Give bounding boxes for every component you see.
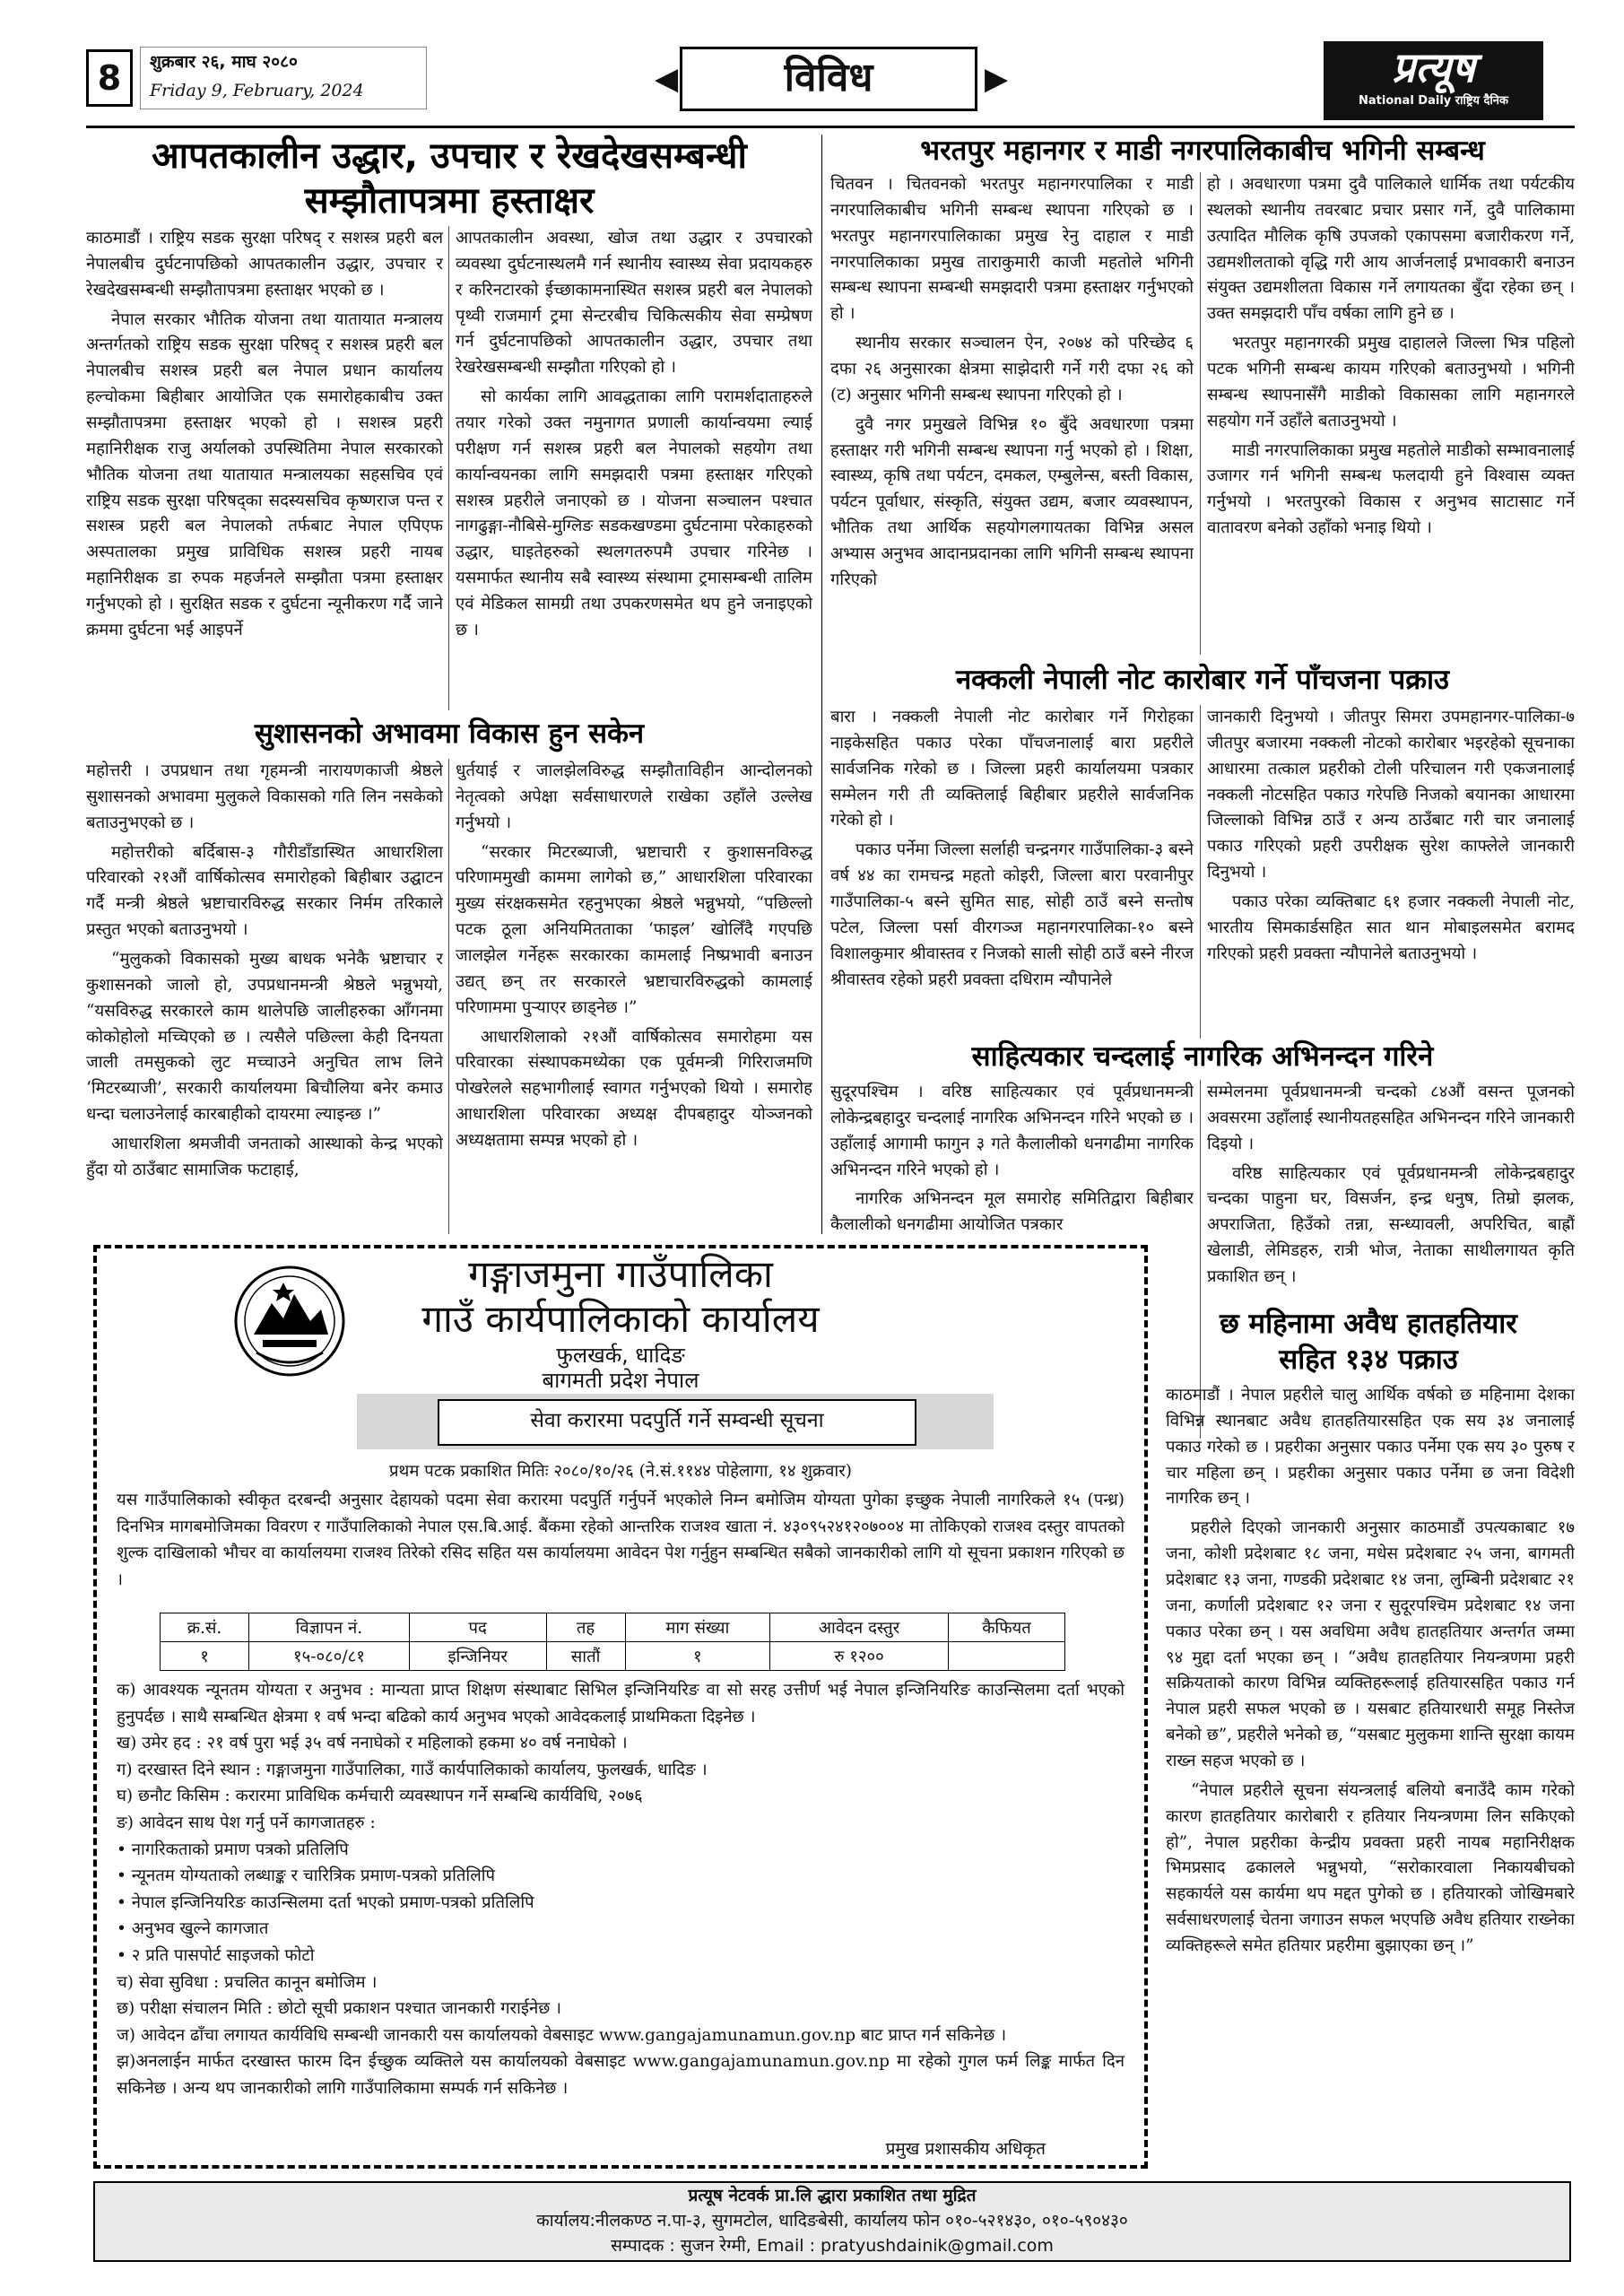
table-cell: १ — [161, 1642, 249, 1671]
paragraph: महोत्तरीको बर्दिबास-३ गौरीडाँडास्थित आधारशिला परिवारको २१औं वार्षिकोत्सव समारोहको बिहीबार उद्घाटन गर्दै मन्त्री श्रेष्ठले भ्रष्टाचारविरुद्ध सरकार निर्मम तरिकाले प्रस्तुत भएको बताउनुभयो । — [86, 842, 443, 940]
right-arrow-icon: ▶ — [985, 61, 1009, 97]
story1-column-1 — [86, 226, 443, 710]
table-cell: रु १२०० — [770, 1642, 949, 1671]
table-cell: सातौं — [546, 1642, 625, 1671]
story3-headline: भरतपुर महानगर र माडी नगरपालिकाबीच भगिनी सम्बन्ध — [920, 135, 1485, 167]
condition-item: झ)अनलाईन मार्फत दरखास्त फारम दिन ईच्छुक व्यक्तिले यस कार्यालयको वेबसाइट www.gangajamunamun.gov.np मा रहेको गुगल फर्म लिङ्क मार्फत दिन सकिनेछ । अन्य थप जानकारीको लागि गाउँपालिकामा सम्पर्क गर्न सकिनेछ । — [117, 2052, 1125, 2098]
document-item: • न्यूनतम योग्यताको लब्धाङ्क र चारित्रिक प्रमाण-पत्रको प्रतिलिपि — [117, 1866, 496, 1886]
condition-item: च) सेवा सुविधा : प्रचलित कानून बमोजिम । — [117, 1972, 378, 1992]
logo-text: प्रत्यूष — [1392, 43, 1475, 91]
notice-title: सेवा करारमा पदपुर्ति गर्ने सम्वन्धी सूचना — [438, 1399, 916, 1446]
paragraph: आपतकालीन अवस्था, खोज तथा उद्धार र उपचारको व्यवस्था दुर्घटनास्थलमै गर्न स्थानीय स्वास्थ्य सेवा प्रदायकहरु र करिनटारको ईच्छाकामनास्थित सशस्त्र प्रहरी बल नेपालको पृथ्वी राजमार्ग ट्रमा सेन्टरबीच चिकित्सकीय सेवा सम्प्रेषण गर्न दुर्घटनापछिको आपतकालीन उद्धार, उपचार तथा रेखरेखसम्बन्धी सम्झौता गरिएको हो । — [456, 229, 812, 378]
date-nepali: शुक्रबार २६, माघ २०८० — [150, 52, 298, 72]
paragraph: “सरकार मिटरब्याजी, भ्रष्टाचारी र कुशासनविरुद्ध परिणाममुखी काममा लागेको छ,” आधारशिला परिवारका मुख्य संरक्षकसमेत रहनुभएका श्रेष्ठले भन्नुभयो, “पछिल्लो पटक ठूला अनियमितताका ‘फाइल’ खोलिँदै गएपछि जालझेल गर्नेहरू सरकारका कामलाई निष्प्रभावी बनाउन उद्यत् छन् तर सरकारले भ्रष्टाचारविरुद्धको कामलाई परिणाममा पुऱ्याएर छाड्नेछ ।” — [456, 842, 812, 1017]
paragraph: सुदूरपश्चिम । वरिष्ठ साहित्यकार एवं पूर्वप्रधानमन्त्री लोकेन्द्रबहादुर चन्दलाई नागरिक अभिनन्दन गरिने भएको छ । उहाँलाई आगामी फागुन ३ गते कैलालीको धनगढीमा नागरिक अभिनन्दन गरिने भएको हो । — [830, 1083, 1194, 1179]
table-row — [161, 1642, 1065, 1671]
masthead-rule — [86, 126, 1575, 128]
signature-line: प्रमुख प्रशासकीय अधिकृत — [885, 2139, 1046, 2159]
condition-item: घ) छनौट किसिम : करारमा प्राविधिक कर्मचारी व्यवस्थापन गर्ने सम्बन्धि कार्यविधि, २०७६ — [117, 1787, 643, 1806]
vacancy-table — [160, 1613, 1065, 1671]
story2-column-1 — [86, 759, 443, 1234]
footer-publisher: प्रत्यूष नेटवर्क प्रा.लि द्धारा प्रकाशित तथा मुद्रित — [688, 2186, 977, 2205]
table-header: आवेदन दस्तुर — [770, 1613, 949, 1642]
ad-address-line2: बागमती प्रदेश नेपाल — [542, 1368, 699, 1393]
table-cell: १५-०८०/८१ — [249, 1642, 410, 1671]
column-divider — [448, 759, 449, 1234]
page-divider — [821, 135, 822, 1234]
paragraph: पकाउ पर्नेमा जिल्ला सर्लाही चन्द्रनगर गाउँपालिका-३ बस्ने वर्ष ४४ का रामचन्द्र महतो कोइरी, जिल्ला बारा परवानीपुर गाउँपालिका-५ बस्ने सुमित साह, सोही ठाउँ बस्ने सन्तोष पटेल, जिल्ला पर्सा वीरगञ्ज महानगरपालिका-१० बस्ने विशालकुमार श्रीवास्तव र निजको साली सोही ठाउँ बस्ने नीरज श्रीवास्तव रहेको प्रहरी प्रवक्ता दधिराम न्यौपानेले — [830, 840, 1194, 989]
table-cell: १ — [625, 1642, 770, 1671]
table-header-row — [161, 1613, 1065, 1642]
table-cell — [948, 1642, 1064, 1671]
footer-editor: सम्पादक : सुजन रेग्मी, Email : pratyushdainik@gmail.com — [611, 2236, 1054, 2256]
column-divider — [1200, 705, 1201, 1039]
condition-item: क) आवश्यक न्यूनतम योग्यता र अनुभव : मान्यता प्राप्त शिक्षण संस्थाबाट सिभिल इन्जिनियरिङ वा सो सरह उत्तीर्ण भई नेपाल इन्जिनियरिङ काउन्सिलमा दर्ता भएको हुनुपर्दछ । साथै सम्बन्धित क्षेत्रमा १ वर्ष भन्दा बढिको कार्य अनुभव भएको आवेदकलाई प्राथमिकता दिइनेछ । — [117, 1681, 1125, 1726]
story4-headline: नक्कली नेपाली नोट कारोबार गर्ने पाँचजना पक्राउ — [955, 664, 1450, 696]
paragraph: आधारशिलाको २१औं वार्षिकोत्सव समारोहमा यस परिवारका संस्थापकमध्येका एक पूर्वमन्त्री गिरिराजमणि पोखरेलले सहभागीलाई स्वागत गर्नुभएको थियो । समारोह आधारशिला परिवारका अध्यक्ष दीपबहादुर योञ्जनको अध्यक्षतामा सम्पन्न भएको हो । — [456, 1027, 812, 1151]
paragraph: महोत्तरी । उपप्रधान तथा गृहमन्त्री नारायणकाजी श्रेष्ठले सुशासनको अभावमा मुलुकले विकासको गति लिन नसकेको बताउनुभएको छ । — [86, 761, 443, 832]
condition-item: ग) दरखास्त दिने स्थान : गङ्गाजमुना गाउँपालिका, गाउँ कार्यपालिकाको कार्यालय, फुलखर्क, धादिङ । — [117, 1760, 708, 1779]
paragraph: काठमाडौं । नेपाल प्रहरीले चालु आर्थिक वर्षको छ महिनामा देशका विभिन्न स्थानबाट अवैध हातहतियारसहित एक सय ३४ जनालाई पकाउ गरेको छ । प्रहरीका अनुसार पकाउ पर्नेमा एक सय ३० पुरुष र चार महिला छन् । प्रहरीका अनुसार पकाउ पर्नेमा छ जना विदेशी नागरिक छन् । — [1166, 1386, 1575, 1509]
paragraph: काठमाडौं । राष्ट्रिय सडक सुरक्षा परिषद् र सशस्त्र प्रहरी बल नेपालबीच दुर्घटनापछिको आपतकालीन उद्धार, उपचार र रेखदेखसम्बन्धी सम्झौतापत्रमा हस्ताक्षर भएको छ । — [86, 229, 443, 300]
paragraph: बारा । नक्कली नेपाली नोट कारोबार गर्ने गिरोहका नाइकेसहित पकाउ परेका पाँचजनालाई बारा प्रहरीले सार्वजनिक गरेको छ । जिल्ला प्रहरी कार्यालयमा पत्रकार सम्मेलन गरी ती व्यक्तिलाई बिहीबार प्रहरीले सार्वजनिक गरेको हो । — [830, 708, 1194, 831]
paragraph: वरिष्ठ साहित्यकार एवं पूर्वप्रधानमन्त्री लोकेन्द्रबहादुर चन्दका पाहुना घर, विसर्जन, इन्द्र धनुष, तिम्रो झलक, अपराजिता, हिउँको तन्ना, सन्ध्यावली, अपरिचित, बाह्रौं खेलाडी, लेमिडहरु, रात्री भोज, नेताका साथीलगायत कृति प्रकाशित छन् । — [1207, 1163, 1575, 1287]
footer-address: कार्यालय:नीलकण्ठ न.पा-३, सुगमटोल, धादिङबेसी, कार्यालय फोन ०१०-५२१४३०, ०१०-५९०४३० — [536, 2211, 1128, 2231]
story5-column-1 — [830, 1080, 1194, 1234]
story6-headline-line1: छ महिनामा अवैध हातहतियार — [1220, 1308, 1517, 1340]
paragraph: हो । अवधारणा पत्रमा दुवै पालिकाले धार्मिक तथा पर्यटकीय स्थलको स्थानीय तवरबाट प्रचार प्रसार गर्ने, दुवै पालिकामा उत्पादित मौलिक कृषि उपजको एकापसमा बजारीकरण गर्ने, उद्यमशीलताको वृद्धि गरी आय आर्जनलाई प्रभावकारी बनाउन संयुक्त उद्यमशीलता विकास गर्ने लगायतका बुँदा रहेका छन् । उक्त समझदारी पाँच वर्षका लागि हुने छ । — [1207, 175, 1575, 324]
published-date: प्रथम पटक प्रकाशित मितिः २०८०/१०/२६ (ने.सं.११४४ पोहेलागा, १४ शुक्रवार) — [389, 1462, 852, 1481]
paragraph: माडी नगरपालिकाका प्रमुख महतोले माडीको सम्भावनालाई उजागर गर्न भगिनी सम्बन्ध फलदायी हुने विश्वास व्यक्त गर्नुभयो । भरतपुरको विकास र अनुभव साटासाट गर्ने वातावरण बनेको उहाँको भनाइ थियो । — [1207, 440, 1575, 538]
left-arrow-icon: ◀ — [655, 61, 679, 97]
paragraph: जानकारी दिनुभयो । जीतपुर सिमरा उपमहानगर-पालिका-७ जीतपुर बजारमा नक्कली नोटको कारोबार भइरहेको सूचनाका आधारमा तत्काल प्रहरीको टोली परिचालन गरी एकजनालाई नक्कली नोटसहित पकाउ गरेपछि निजको बयानका आधारमा जिल्लाको विभिन्न ठाउँ र अन्य ठाउँबाट गरी चार जनालाई पकाउ गरिएको प्रहरी उपरीक्षक सुरेश काफ्लेले जानकारी दिनुभयो । — [1207, 708, 1575, 883]
story1-column-2 — [456, 226, 812, 710]
story6-body — [1166, 1383, 1575, 2172]
story5-column-2 — [1166, 1080, 1575, 1304]
story1-headline-line2: सम्झौतापत्रमा हस्ताक्षर — [304, 180, 595, 222]
notice-conditions — [117, 1677, 1125, 2102]
paragraph: “नेपाल प्रहरीले सूचना संयन्त्रलाई बलियो बनाउँदै काम गरेको कारण हातहतियार कारोबारी र हतियार नियन्त्रणमा लिन सकिएको हो”, नेपाल प्रहरीका केन्द्रीय प्रवक्ता प्रहरी नायब महानिरीक्षक भिमप्रसाद ढकालले भन्नुभयो, “सरोकारवाला निकायबीचको सहकार्यले यस कार्यमा थप मद्दत पुगेको छ । हतियारको जोखिमबारे सर्वसाधरणलाई चेतना जगाउन सफल भएपछि अवैध हतियार राख्नेका व्यक्तिहरूले समेत हतियार प्रहरीमा बुझाएका छन् ।” — [1166, 1780, 1575, 1956]
condition-item: छ) परीक्षा संचालन मिति : छोटो सूची प्रकाशन पश्चात जानकारी गराईनेछ । — [117, 1999, 562, 2019]
logo-subtitle: National Daily राष्ट्रिय दैनिक — [1359, 94, 1508, 108]
paragraph: आधारशिला श्रमजीवी जनताको आस्थाको केन्द्र भएको हुँदा यो ठाउँबाट सामाजिक फटाहाई, — [86, 1135, 443, 1179]
table-header: माग संख्या — [625, 1613, 770, 1642]
story5-headline: साहित्यकार चन्दलाई नागरिक अभिनन्दन गरिने — [971, 1040, 1434, 1073]
story4-column-2 — [1207, 705, 1575, 1039]
ad-title-line1: गङ्गाजमुना गाउँपालिका — [468, 1252, 773, 1296]
public-notice-ad — [93, 1245, 1148, 2169]
paragraph: पकाउ परेका व्यक्तिबाट ६१ हजार नक्कली नेपाली नोट, भारतीय सिमकार्डसहित सात थान मोबाइलसमेत बरामद गरिएको प्रहरी प्रवक्ता न्यौपानेले बताउनुभयो । — [1207, 892, 1575, 963]
imprint-footer — [93, 2181, 1571, 2262]
column-divider — [1200, 172, 1201, 655]
table-cell: इन्जिनियर — [409, 1642, 546, 1671]
ad-title-line2: गाउँ कार्यपालिकाको कार्यालय — [421, 1297, 820, 1341]
document-item: • २ प्रति पासपोर्ट साइजको फोटो — [117, 1945, 315, 1965]
condition-item: ख) उमेर हद : २१ वर्ष पुरा भई ३५ वर्ष ननाघेको र महिलाको हकमा ४० वर्ष ननाघेको । — [117, 1734, 628, 1753]
paragraph: चितवन । चितवनको भरतपुर महानगरपालिका र माडी नगरपालिकाबीच भगिनी सम्बन्ध स्थापना गरिएको छ । भरतपुर महानगरपालिकाका प्रमुख रेनु दाहाल र माडी नगरपालिकाका प्रमुख ताराकुमारी काजी महतोले भगिनी सम्बन्ध स्थापना सम्बन्धी समझदारी पत्रमा हस्ताक्षर गर्नुभएको हो । — [830, 175, 1194, 324]
condition-item: ज) आवेदन ढाँचा लगायत कार्यविधि सम्बन्धी जानकारी यस कार्यालयको वेबसाइट www.gangajamunamun.gov.np बाट प्राप्त गर्न सकिनेछ । — [117, 2025, 1007, 2045]
paragraph: प्रहरीले दिएको जानकारी अनुसार काठमाडौं उपत्यकाबाट १७ जना, कोशी प्रदेशबाट १८ जना, मधेस प्रदेशबाट २५ जना, बागमती प्रदेशबाट १३ जना, गण्डकी प्रदेशबाट १४ जना, लुम्बिनी प्रदेशबाट २१ जना, कर्णाली प्रदेशबाट १२ जना र सुदूरपश्चिम प्रदेशबाट १४ जना पकाउ परेका छन् । यस अवधिमा अवैध हातहतियार अन्तर्गत जम्मा ९४ मुद्दा दर्ता भएका छन् । “अवैध हातहतियार नियन्त्रणमा प्रहरी सक्रियताको कारण विभिन्न व्यक्तिहरूलाई हतियारसहित पकाउ गर्न नेपाल प्रहरी सफल भएको छ । यसबाट हतियारधारी समूह निस्तेज बनेको छ”, प्रहरीले भनेको छ, “यसबाट मुलुकमा शान्ति सुरक्षा कायम राख्न सहज भएको छ । — [1166, 1518, 1575, 1771]
newspaper-logo — [1324, 41, 1543, 120]
paragraph: सम्मेलनमा पूर्वप्रधानमन्त्री चन्दको ८४औं वसन्त पूजनको अवसरमा उहाँलाई स्थानीयतहसहित अभिनन्दन गरिने जानकारी दिइयो । — [1207, 1083, 1575, 1153]
paragraph: दुवै नगर प्रमुखले विभिन्न १० बुँदे अवधारणा पत्रमा हस्ताक्षर गरी भगिनी सम्बन्ध स्थापना गर्नु भएको हो । शिक्षा, स्वास्थ्य, कृषि तथा पर्यटन, दमकल, एम्बुलेन्स, बस्ती विकास, पर्यटन पूर्वाधार, संस्कृति, संयुक्त उद्यम, बजार व्यवस्थापन, भौतिक तथा आर्थिक सहयोगलगायतका विभिन्न असल अभ्यास अनुभव आदानप्रदानका लागि भगिनी सम्बन्ध स्थापना गरिएको — [830, 414, 1194, 589]
section-title: विविध — [680, 47, 977, 111]
paragraph: “मुलुकको विकासको मुख्य बाधक भनेकै भ्रष्टाचार र कुशासनको जालो हो, उपप्रधानमन्त्री श्रेष्ठले भन्नुभयो, “यसविरुद्ध सरकारले काम थालेपछि जालीहरुका आँगनमा कोकोहोलो मच्चिएको छ । त्यसैले पछिल्ला केही दिनयता जाली तमसुकको लुट मच्चाउने अनुचित लाभ लिने ‘मिटरब्याजी’, सरकारी कार्यालयमा बिचौलिया बनेर कमाउ धन्दा चलाउनेलाई कारबाहीको दायरमा ल्याइन्छ ।” — [86, 950, 443, 1125]
document-item: • नेपाल इन्जिनियरिङ काउन्सिलमा दर्ता भएको प्रमाण-पत्रको प्रतिलिपि — [117, 1892, 534, 1912]
notice-intro: यस गाउँपालिकाको स्वीकृत दरबन्दी अनुसार देहायको पदमा सेवा करारमा पदपुर्ति गर्नुपर्ने भएकोले निम्न बमोजिम योग्यता पुगेका इच्छुक नेपाली नागरिकले १५ (पन्ध्र) दिनभित्र मागबमोजिमका विवरण र गाउँपालिकाको नेपाल एस.बि.आई. बैंकमा रहेको आन्तरिक राजश्व खाता नं. ४३०९५२४१२०७००४ मा तोकिएको राजश्व दस्तुर वापतको शुल्क दाखिलाको भौचर वा कार्यालयमा राजश्व तिरेको रसिद सहित यस कार्यालयमा आवेदन पेश गर्नुहुन सम्बन्धित सबैको जानकारीको लागि यो सूचना प्रकाशन गरिएको छ । — [117, 1491, 1125, 1589]
table-header: क्र.सं. — [161, 1613, 249, 1642]
story3-column-1 — [830, 172, 1194, 655]
story2-headline: सुशासनको अभावमा विकास हुन सकेन — [254, 718, 645, 750]
story1-headline-line1: आपतकालीन उद्धार, उपचार र रेखदेखसम्बन्धी — [152, 135, 747, 177]
paragraph: नागरिक अभिनन्दन मूल समारोह समितिद्वारा बिहीबार कैलालीको धनगढीमा आयोजित पत्रकार — [830, 1189, 1194, 1234]
column-divider — [448, 226, 449, 710]
table-header: कैफियत — [948, 1613, 1064, 1642]
paragraph: भरतपुर महानगरकी प्रमुख दाहालले जिल्ला भित्र पहिलो पटक भगिनी सम्बन्ध कायम गरिएको बताउनुभयो । भगिनी सम्बन्ध स्थापनासँगै माडीको विकासका लागि महानगरले सहयोग गर्ने उहाँले बताउनुभयो । — [1207, 334, 1575, 430]
document-item: • अनुभव खुल्ने कागजात — [117, 1919, 269, 1939]
document-item: • नागरिकताको प्रमाण पत्रको प्रतिलिपि — [117, 1839, 349, 1859]
story4-column-1 — [830, 705, 1194, 1039]
table-header: विज्ञापन नं. — [249, 1613, 410, 1642]
condition-item: ङ) आवेदन साथ पेश गर्नु पर्ने कागजातहरु : — [117, 1813, 376, 1832]
table-header: पद — [409, 1613, 546, 1642]
page-number: 8 — [86, 49, 133, 107]
story3-column-2 — [1207, 172, 1575, 655]
table-header: तह — [546, 1613, 625, 1642]
issue-date — [140, 47, 427, 109]
paragraph: धुर्तयाई र जालझेलविरुद्ध सम्झौताविहीन आन्दोलनको नेतृत्वको अपेक्षा सर्वसाधारणले राखेका उहाँले उल्लेख गर्नुभयो । — [456, 761, 812, 832]
paragraph: स्थानीय सरकार सञ्चालन ऐन, २०७४ को परिच्छेद ६ दफा २६ अनुसारका क्षेत्रमा साझेदारी गर्ने गरी दफा २६ को (ट) अनुसार भगिनी सम्बन्ध स्थापना गरिएको हो । — [830, 334, 1194, 404]
ad-address-line1: फुलखर्क, धादिङ — [556, 1343, 685, 1368]
story2-column-2 — [456, 759, 812, 1234]
paragraph: नेपाल सरकार भौतिक योजना तथा यातायात मन्त्रालय अन्तर्गतको राष्ट्रिय सडक सुरक्षा परिषद् र सशस्त्र प्रहरी बल नेपालबीच सशस्त्र प्रहरी बल नेपाल प्रधान कार्यालय हल्चोकमा बिहीबार आयोजित एक समारोहकाबीच उक्त सम्झौतापत्रमा हस्ताक्षर भएको हो । सशस्त्र प्रहरी महानिरीक्षक राजु अर्यालको उपस्थितिमा नेपाल सरकारको भौतिक योजना तथा यातायात मन्त्रालयका सहसचिव एवं राष्ट्रिय सडक सुरक्षा परिषद्का सदस्यसचिव कृष्णराज पन्त र सशस्त्र प्रहरी बल नेपालको तर्फबाट नेपाल एपिएफ अस्पतालका प्रमुख प्राविधिक सशस्त्र प्रहरी नायब महानिरीक्षक डा रुपक महर्जनले सम्झौता पत्रमा हस्ताक्षर गर्नुभएको हो । सुरक्षित सडक र दुर्घटना न्यूनीकरण गर्दै जाने क्रममा दुर्घटना भई आइपर्ने — [86, 309, 443, 639]
date-english: Friday 9, February, 2024 — [150, 81, 364, 100]
paragraph: सो कार्यका लागि आवद्धताका लागि परामर्शदाताहरुले तयार गरेको उक्त नमुनागत प्रणाली कार्यान्वयमा ल्याई परीक्षण गर्न सशस्त्र प्रहरी बल नेपालको सहयोग तथा कार्यान्वयनका लागि समझदारी पत्रमा हस्ताक्षर गरिएको सशस्त्र प्रहरीले जनाएको छ । योजना सञ्चालन पश्चात नागढुङ्गा-नौबिसे-मुग्लिङ सडकखण्डमा दुर्घटनामा परेकाहरुको उद्धार, घाइतेहरुको स्थलगतरुपमै उपचार गरिनेछ । यसमार्फत स्थानीय सबै स्वास्थ्य संस्थामा ट्रमासम्बन्धी तालिम एवं मेडिकल सामग्री तथा उपकरणसमेत थप हुने जनाइएको छ । — [456, 387, 812, 639]
story6-headline-line2: सहित १३४ पक्राउ — [1279, 1344, 1458, 1376]
